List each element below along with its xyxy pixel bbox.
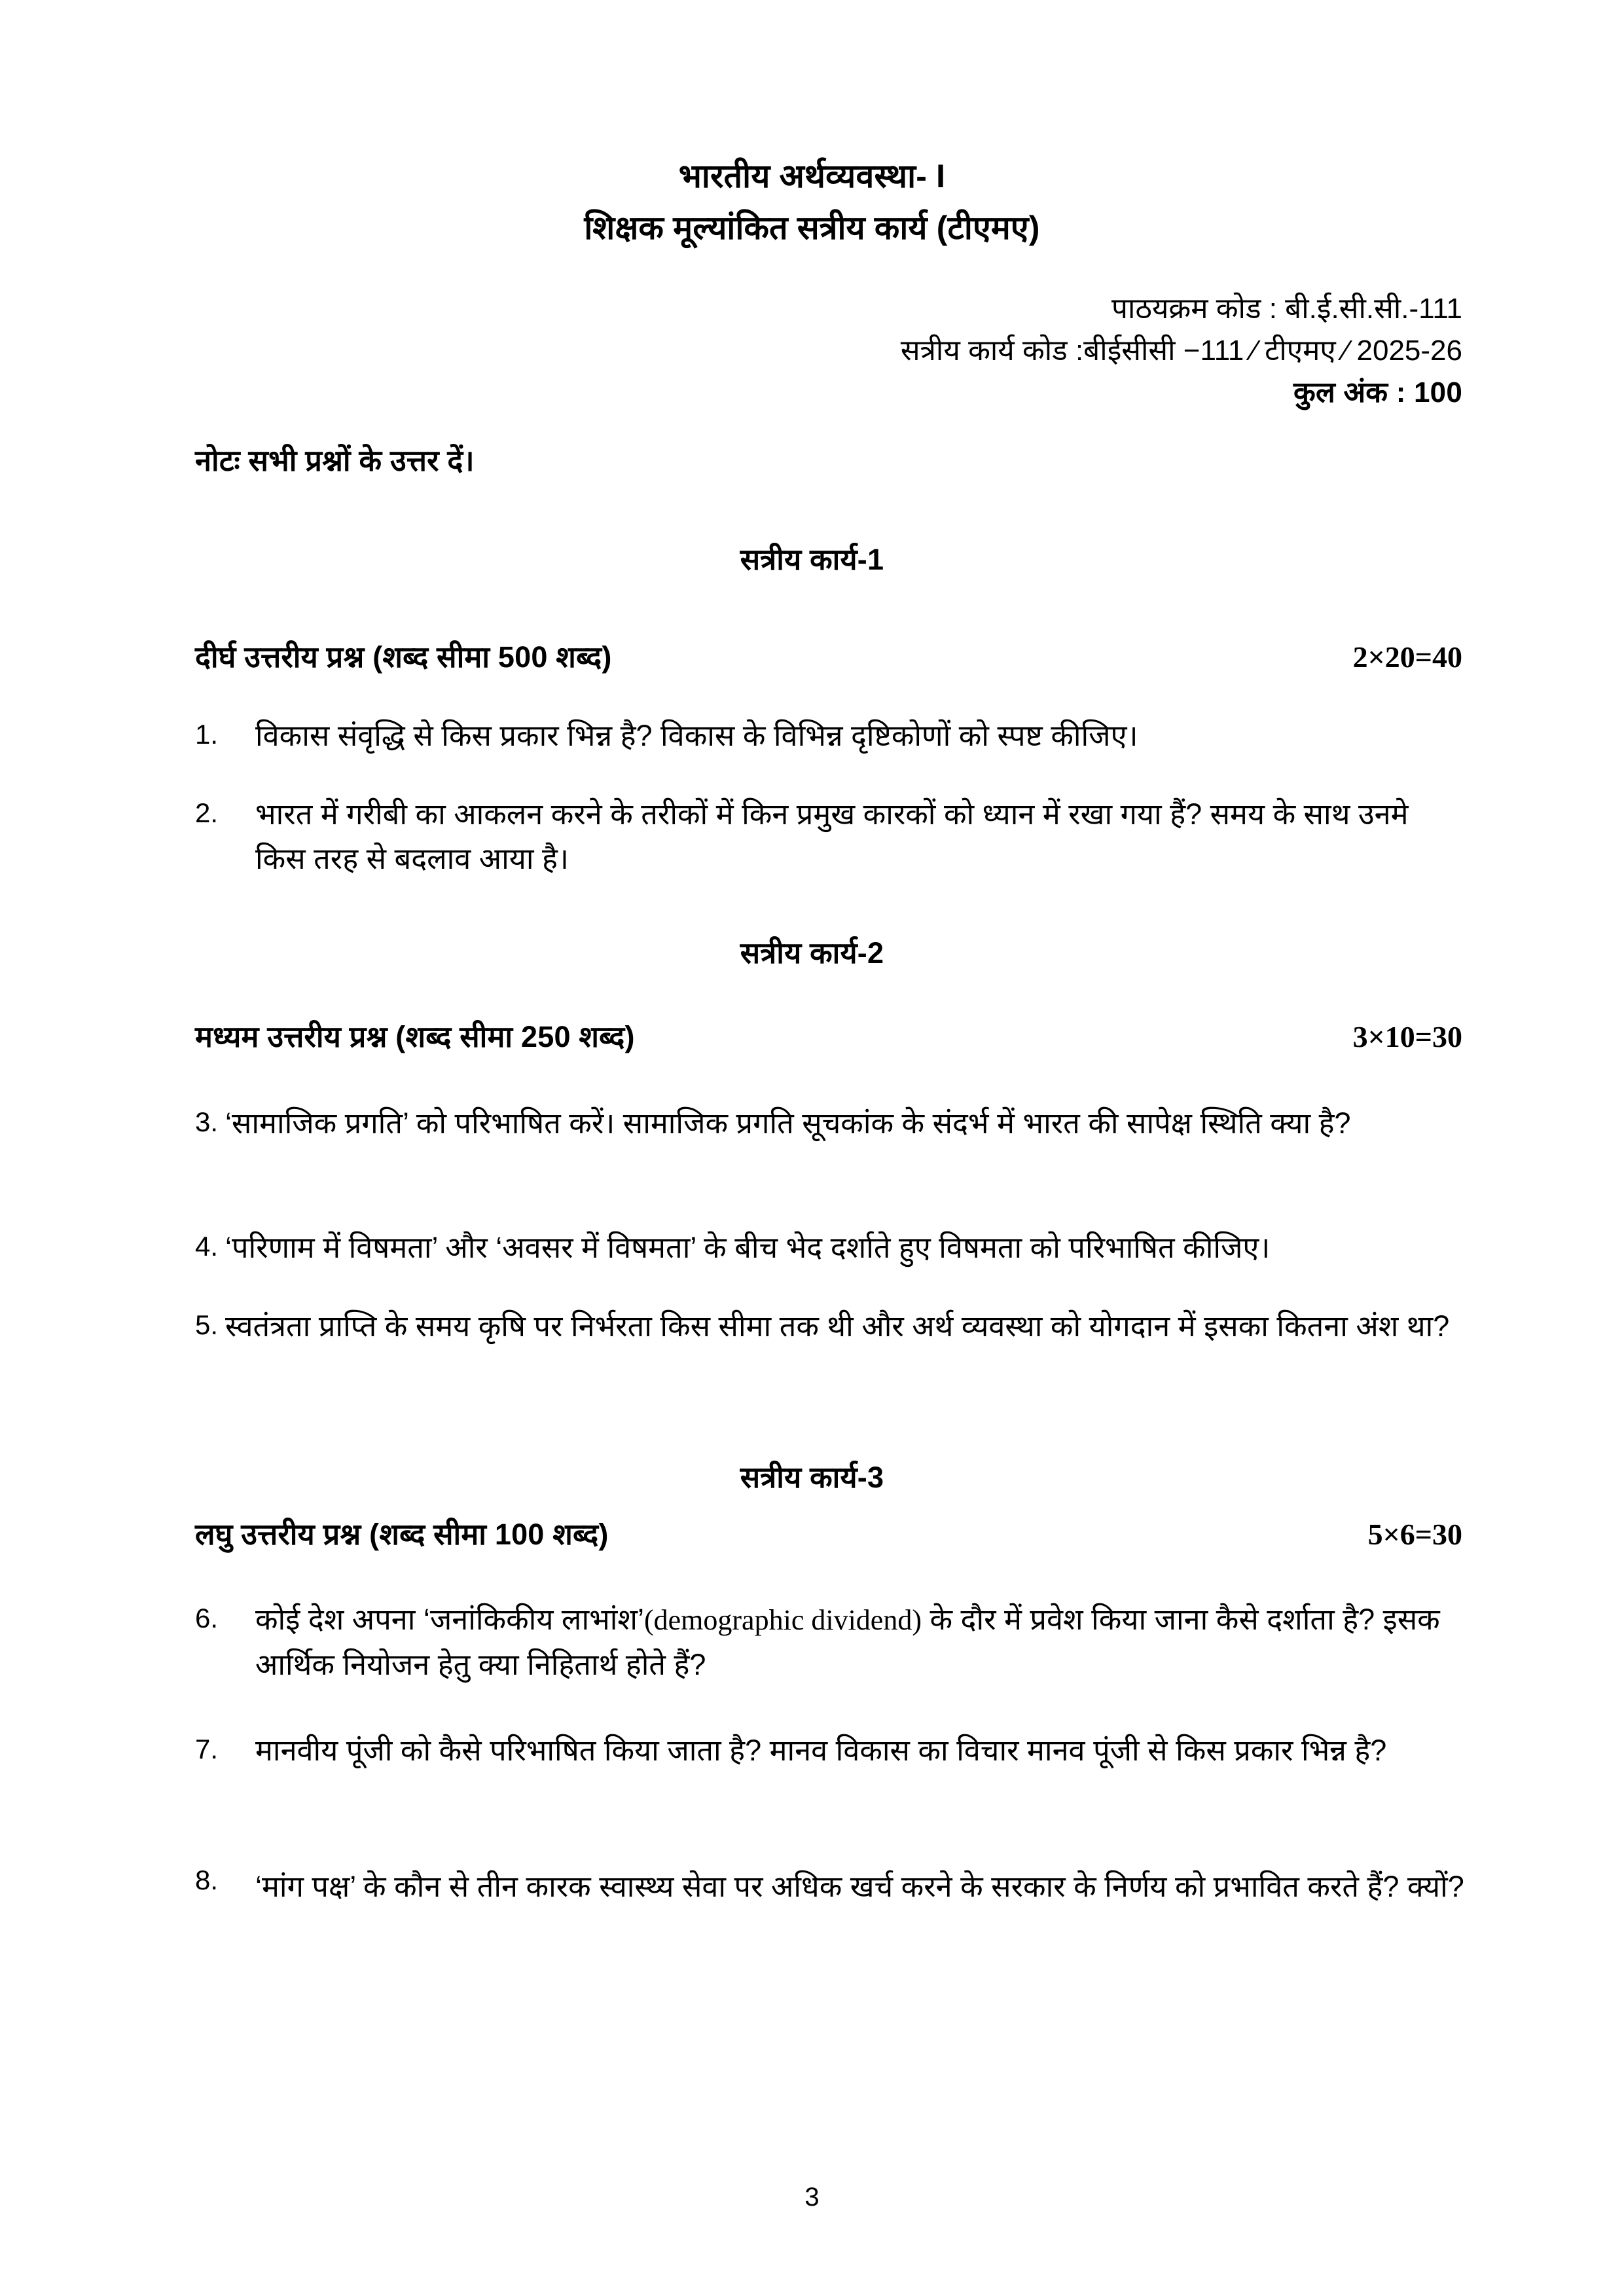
question-item [195,1859,1468,1914]
question-number: 3. [195,1106,219,1137]
question-number: 6. [195,1603,219,1633]
medium-answer-marks: 3×10=30 [1352,1020,1462,1053]
instructions-note: नोटः सभी प्रश्नों के उत्तर दें। [195,444,475,477]
total-marks: कुल अंक : 100 [1293,376,1462,409]
question-item [195,1226,1465,1270]
short-answer-marks: 5×6=30 [1367,1518,1462,1551]
question-number: 1. [195,719,219,750]
short-answer-label: लघु उत्तरीय प्रश्न (शब्द सीमा 100 शब्द) [195,1518,609,1551]
question-text: ‘परिणाम में विषमता’ और ‘अवसर में विषमता’ के बीच भेद दर्शाते हुए विषमता को परिभाषित कीजिए। [225,1231,1271,1264]
question-text: भारत में गरीबी का आकलन करने के तरीकों में किन प्रमुख कारकों को ध्यान में रखा गया हैं? समय के साथ उनमे किस तरह से बदलाव आया है। [255,797,1409,876]
question-number: 7. [195,1734,219,1764]
medium-answer-subheading-row [195,1016,1462,1056]
short-answer-subheading-row [195,1514,1462,1554]
question-item [195,1101,1465,1146]
section-heading-assignment-1: सत्रीय कार्य-1 [740,543,884,576]
question-text-part-2: के दौर में प्रवेश किया जाना कैसे दर्शाता है? इसक आर्थिक नियोजन हेतु क्या निहितार्थ होते हैं? [255,1603,1440,1681]
question-item [195,1304,1465,1349]
page-title: भारतीय अर्थव्यवस्था- I [678,158,946,194]
question-item [195,1597,1468,1687]
question-number: 8. [195,1865,219,1895]
question-text: मानवीय पूंजी को कैसे परिभाषित किया जाता है? मानव विकास का विचार मानव पूंजी से किस प्रकार भिन्न है? [255,1734,1387,1767]
page-number: 3 [804,2183,820,2212]
question-item [195,1728,1468,1773]
question-text: विकास संवृद्धि से किस प्रकार भिन्न है? विकास के विभिन्न दृष्टिकोणों को स्पष्ट कीजिए। [255,719,1138,752]
document-title-block [0,156,1624,248]
question-number: 2. [195,797,219,828]
question-text: ‘मांग पक्ष’ के कौन से तीन कारक स्वास्थ्य सेवा पर अधिक खर्च करने के सरकार के निर्णय को प्रभावित करते हैं? क्यों? [255,1870,1464,1903]
long-answer-marks: 2×20=40 [1352,640,1462,674]
course-code: पाठयक्रम कोड : बी.ई.सी.सी.-111 [1111,293,1462,325]
question-text: ‘सामाजिक प्रगति’ को परिभाषित करें। सामाजिक प्रगति सूचकांक के संदर्भ में भारत की सापेक्ष स्थिति क्या है? [225,1106,1351,1140]
question-text-latin-term: (demographic dividend) [644,1604,922,1636]
assignment-code: सत्रीय कार्य कोड :बीईसीसी −111 ⁄ टीएमए ⁄ 2025-26 [900,334,1462,367]
long-answer-label: दीर्घ उत्तरीय प्रश्न (शब्द सीमा 500 शब्द) [195,640,612,674]
question-number: 5. [195,1309,219,1340]
section-heading-assignment-3: सत्रीय कार्य-3 [740,1461,884,1494]
page-subtitle: शिक्षक मूल्यांकित सत्रीय कार्य (टीएमए) [584,209,1040,246]
question-item [195,792,1465,882]
question-text-part-1: कोई देश अपना ‘जनांकिकीय लाभांश’ [255,1603,644,1636]
medium-answer-label: मध्यम उत्तरीय प्रश्न (शब्द सीमा 250 शब्द) [195,1020,635,1053]
question-text: स्वतंत्रता प्राप्ति के समय कृषि पर निर्भरता किस सीमा तक थी और अर्थ व्यवस्था को योगदान में इसका कितना अंश था? [225,1309,1450,1343]
long-answer-subheading-row [195,636,1462,676]
section-heading-assignment-2: सत्रीय कार्य-2 [740,936,884,970]
question-item [195,714,1465,758]
question-text [255,1597,1468,1687]
course-code-block [901,288,1462,413]
question-number: 4. [195,1231,219,1262]
